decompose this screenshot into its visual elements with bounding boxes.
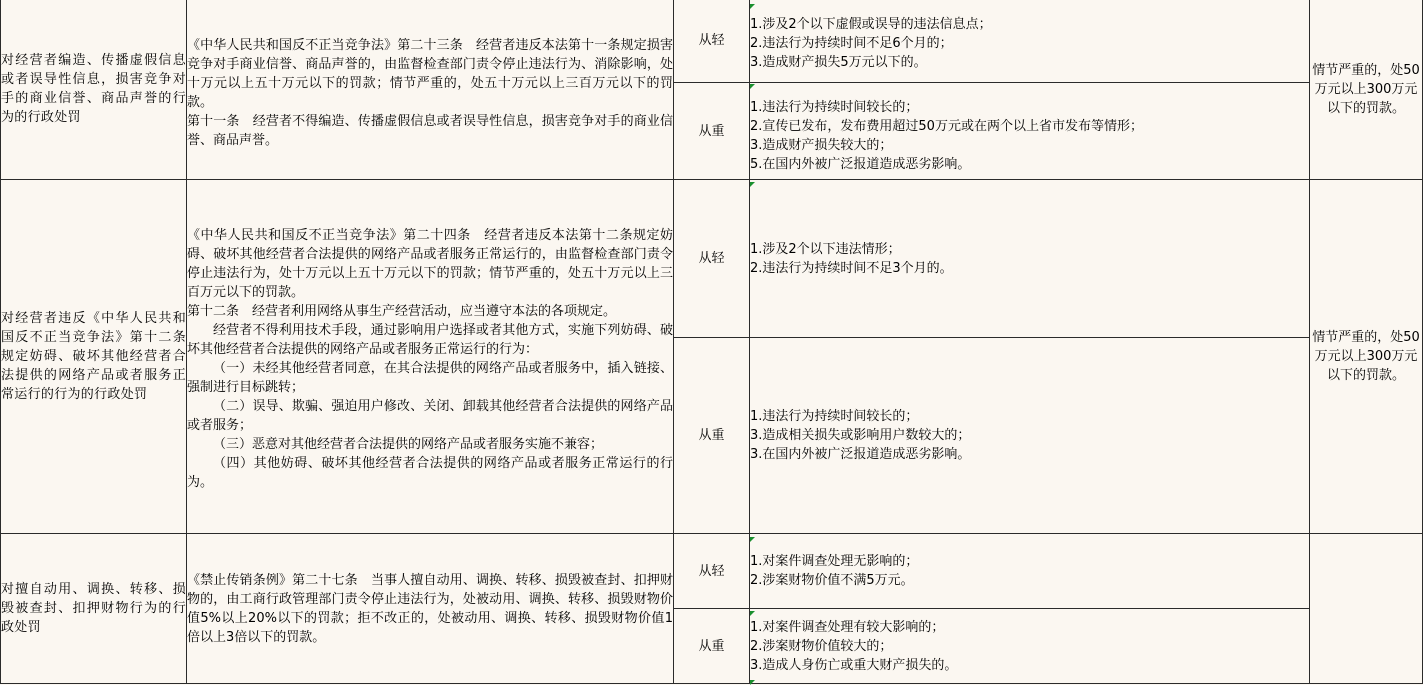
cell-marker-icon <box>750 4 755 9</box>
level-label-cell <box>674 338 750 534</box>
violation-category: 对经营者编造、传播虚假信息或者误导性信息，损害竞争对手的商业信誉、商品声誉的行为的行政处罚 <box>1 53 186 125</box>
penalty-text: 情节严重的，处50万元以上300万元以下的罚款。 <box>1312 330 1420 383</box>
legal-basis-cell <box>187 0 674 180</box>
cell-marker-icon <box>750 611 755 616</box>
cell-marker-icon <box>750 537 755 542</box>
criteria-item: 5.在国内外被广泛报道造成恶劣影响。 <box>750 157 971 172</box>
legal-basis-paragraph: 第十一条 经营者不得编造、传播虚假信息或者误导性信息，损害竞争对手的商业信誉、商品声誉。 <box>187 114 673 148</box>
legal-basis-paragraph: （二）误导、欺骗、强迫用户修改、关闭、卸载其他经营者合法提供的网络产品或者服务； <box>187 398 673 433</box>
criteria-item: 2.涉案财物价值不满5万元。 <box>750 573 914 588</box>
criteria-item: 3.造成人身伤亡或重大财产损失的。 <box>750 657 958 673</box>
legal-basis-cell <box>187 180 674 534</box>
criteria-item: 2.违法行为持续时间不足6个月的； <box>750 36 953 51</box>
penalty-cell <box>1310 534 1423 684</box>
criteria-item: 1.对案件调查处理有较大影响的； <box>750 619 945 635</box>
criteria-item: 1.涉及2个以下虚假或误导的违法信息点； <box>750 17 992 32</box>
legal-basis-paragraph: （四）其他妨碍、破坏其他经营者合法提供的网络产品或者服务正常运行的行为。 <box>187 455 673 490</box>
level-label-cell <box>674 0 750 83</box>
violation-category: 对经营者违反《中华人民共和国反不正当竞争法》第十二条规定妨碍、破坏其他经营者合法提供的网络产品或者服务正常运行的行为的行政处罚 <box>1 311 186 402</box>
criteria-cell <box>750 338 1310 534</box>
criteria-item: 3.在国内外被广泛报道造成恶劣影响。 <box>750 447 971 462</box>
level-label: 从重 <box>698 428 725 443</box>
penalty-cell <box>1310 0 1423 180</box>
legal-basis-paragraph: 《中华人民共和国反不正当竞争法》第二十三条 经营者违反本法第十一条规定损害竞争对手商业信誉、商品声誉的，由监督检查部门责令停止违法行为、消除影响，处十万元以上五十万元以下的罚款；情节严重的，处五十万元以上三百万元以下的罚款。 <box>187 38 673 110</box>
level-label: 从轻 <box>698 563 725 579</box>
legal-basis-paragraph: 经营者不得利用技术手段，通过影响用户选择或者其他方式，实施下列妨碍、破坏其他经营者合法提供的网络产品或者服务正常运行的行为： <box>187 322 673 357</box>
level-label-cell <box>674 609 750 684</box>
legal-basis-paragraph: 《中华人民共和国反不正当竞争法》第二十四条 经营者违反本法第十二条规定妨碍、破坏其他经营者合法提供的网络产品或者服务正常运行的，由监督检查部门责令停止违法行为，处十万元以上五十万元以下的罚款；情节严重的，处五十万元以上三百万元以下的罚款。 <box>187 227 673 300</box>
violation-category-cell <box>1 180 187 534</box>
level-label: 从轻 <box>698 33 725 48</box>
criteria-cell <box>750 83 1310 180</box>
criteria-item: 3.造成相关损失或影响用户数较大的； <box>750 428 971 443</box>
criteria-cell <box>750 180 1310 338</box>
penalty-text: 情节严重的，处50万元以上300万元以下的罚款。 <box>1312 62 1420 116</box>
cell-marker-icon <box>750 84 755 89</box>
legal-basis-paragraph: 第十二条 经营者利用网络从事生产经营活动，应当遵守本法的各项规定。 <box>187 303 617 319</box>
legal-basis-paragraph: （三）恶意对其他经营者合法提供的网络产品或者服务实施不兼容； <box>213 436 604 452</box>
table-row <box>1 0 1423 83</box>
table-row <box>1 180 1423 338</box>
violation-category-cell <box>1 534 187 684</box>
violation-category-cell <box>1 0 187 180</box>
criteria-item: 1.对案件调查处理无影响的； <box>750 554 919 569</box>
level-label-cell <box>674 534 750 609</box>
level-label-cell <box>674 83 750 180</box>
cell-marker-icon <box>750 182 755 187</box>
level-label-cell <box>674 180 750 338</box>
violation-category: 对擅自动用、调换、转移、损毁被查封、扣押财物行为的行政处罚 <box>1 582 186 635</box>
criteria-item: 3.造成财产损失较大的； <box>750 138 893 153</box>
criteria-item: 3.造成财产损失5万元以下的。 <box>750 55 927 70</box>
criteria-item: 2.违法行为持续时间不足3个月的。 <box>750 260 953 276</box>
criteria-item: 1.违法行为持续时间较长的； <box>750 100 919 115</box>
criteria-cell <box>750 0 1310 83</box>
level-label: 从重 <box>698 638 725 654</box>
criteria-item: 2.宣传已发布，发布费用超过50万元或在两个以上省市发布等情形； <box>750 119 1143 134</box>
legal-basis-paragraph: 《禁止传销条例》第二十七条 当事人擅自动用、调换、转移、损毁被查封、扣押财物的，由工商行政管理部门责令停止违法行为，处被动用、调换、转移、损毁财物价值5%以上20%以下的罚款；拒不改正的，处被动用、调换、转移、损毁财物价值1倍以上3倍以下的罚款。 <box>187 572 673 645</box>
legal-basis-paragraph: （一）未经其他经营者同意，在其合法提供的网络产品或者服务中，插入链接、强制进行目标跳转； <box>187 360 673 395</box>
criteria-cell <box>750 534 1310 609</box>
criteria-cell <box>750 609 1310 684</box>
criteria-item: 2.涉案财物价值较大的； <box>750 638 893 654</box>
criteria-item: 1.违法行为持续时间较长的； <box>750 409 919 424</box>
penalty-cell <box>1310 180 1423 534</box>
criteria-item: 1.涉及2个以下违法情形； <box>750 241 901 257</box>
cell-marker-icon <box>750 680 755 685</box>
level-label: 从重 <box>698 123 725 139</box>
table-row <box>1 534 1423 609</box>
level-label: 从轻 <box>698 251 725 266</box>
legal-basis-cell <box>187 534 674 684</box>
